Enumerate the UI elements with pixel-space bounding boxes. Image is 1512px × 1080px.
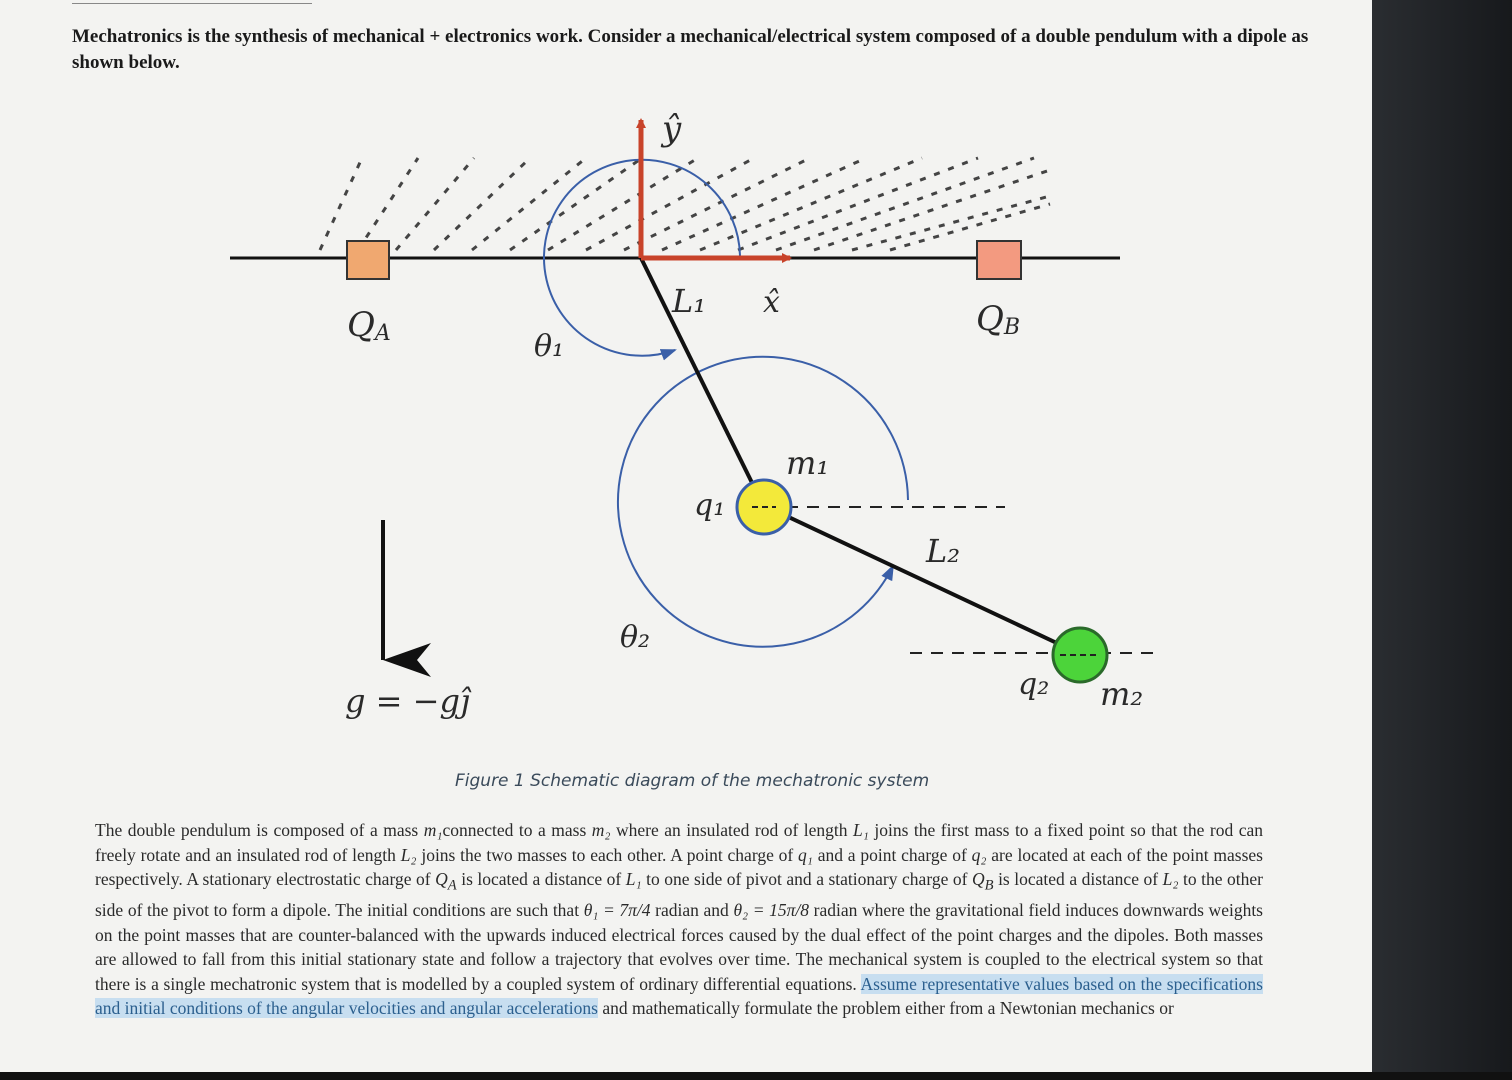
charge-qb-box <box>977 241 1021 279</box>
label-theta1: θ₁ <box>534 329 565 364</box>
label-gravity: g = −gĵ <box>345 682 470 720</box>
intro-paragraph: Mechatronics is the synthesis of mechanical + electronics work. Consider a mechanical/electrical system composed of a double pendulum with a dipole as shown below. <box>72 26 1309 73</box>
highlighted-text[interactable]: Assume representative values based on the specifications and initial conditions of the angular velocities and angular accelerations <box>95 973 1263 1018</box>
label-qa: QA <box>347 305 391 346</box>
figure-caption: Figure 1 Schematic diagram of the mechatronic system <box>455 771 930 791</box>
body-paragraph: The double pendulum is composed of a mass m₁connected to a mass m₂ where an insulated rod of length L₁ joins the first mass to a fixed point so that the rod can freely rotate and an insulated rod of length L₂ joins the two masses to each other. A point charge of q₁ and a point charge of q₂ are located at each of the point masses respectively. A stationary electrostatic charge of $Q_A$ is located a distance of L₁ to one side of pivot and a stationary charge of $Q_B$ is located a distance of L₂ to the other side of the pivot to form a dipole. The initial conditions are such that θ₁ = 7π/4 radian and θ₂ = 15π/8 radian where the gravitational field induces downwards weights on the point masses that are counter-balanced with the upwards induced electrical forces caused by the dual effect of the point charges and the dipoles. Both masses are allowed to fall from this initial stationary state and follow a trajectory that evolves over time. The mechanical system is coupled to the electrical system so that there is a single mechatronic system that is modelled by a coupled system of ordinary differential equations. Assume representative values based on the specifications and initial conditions of the angular velocities and angular accelerations and mathematically formulate the problem either from a Newtonian mechanics or <box>95 820 1263 1018</box>
label-q2: q₂ <box>1018 667 1050 702</box>
label-q1: q₁ <box>694 488 726 523</box>
charge-qa-box <box>347 241 389 279</box>
screen-bezel-right <box>1372 0 1512 1080</box>
rod-l2 <box>763 505 1078 653</box>
label-m2: m₂ <box>1100 675 1144 713</box>
label-m1: m₁ <box>786 444 830 482</box>
label-l2: L₂ <box>926 532 961 570</box>
label-y-hat: ŷ <box>662 109 682 149</box>
hatched-ceiling <box>320 158 1050 250</box>
label-theta2: θ₂ <box>620 620 651 655</box>
screen-bezel-bottom <box>0 1072 1512 1080</box>
label-x-hat: x̂ <box>763 285 780 320</box>
label-l1: L₁ <box>672 282 707 320</box>
label-qb: QB <box>976 299 1021 340</box>
